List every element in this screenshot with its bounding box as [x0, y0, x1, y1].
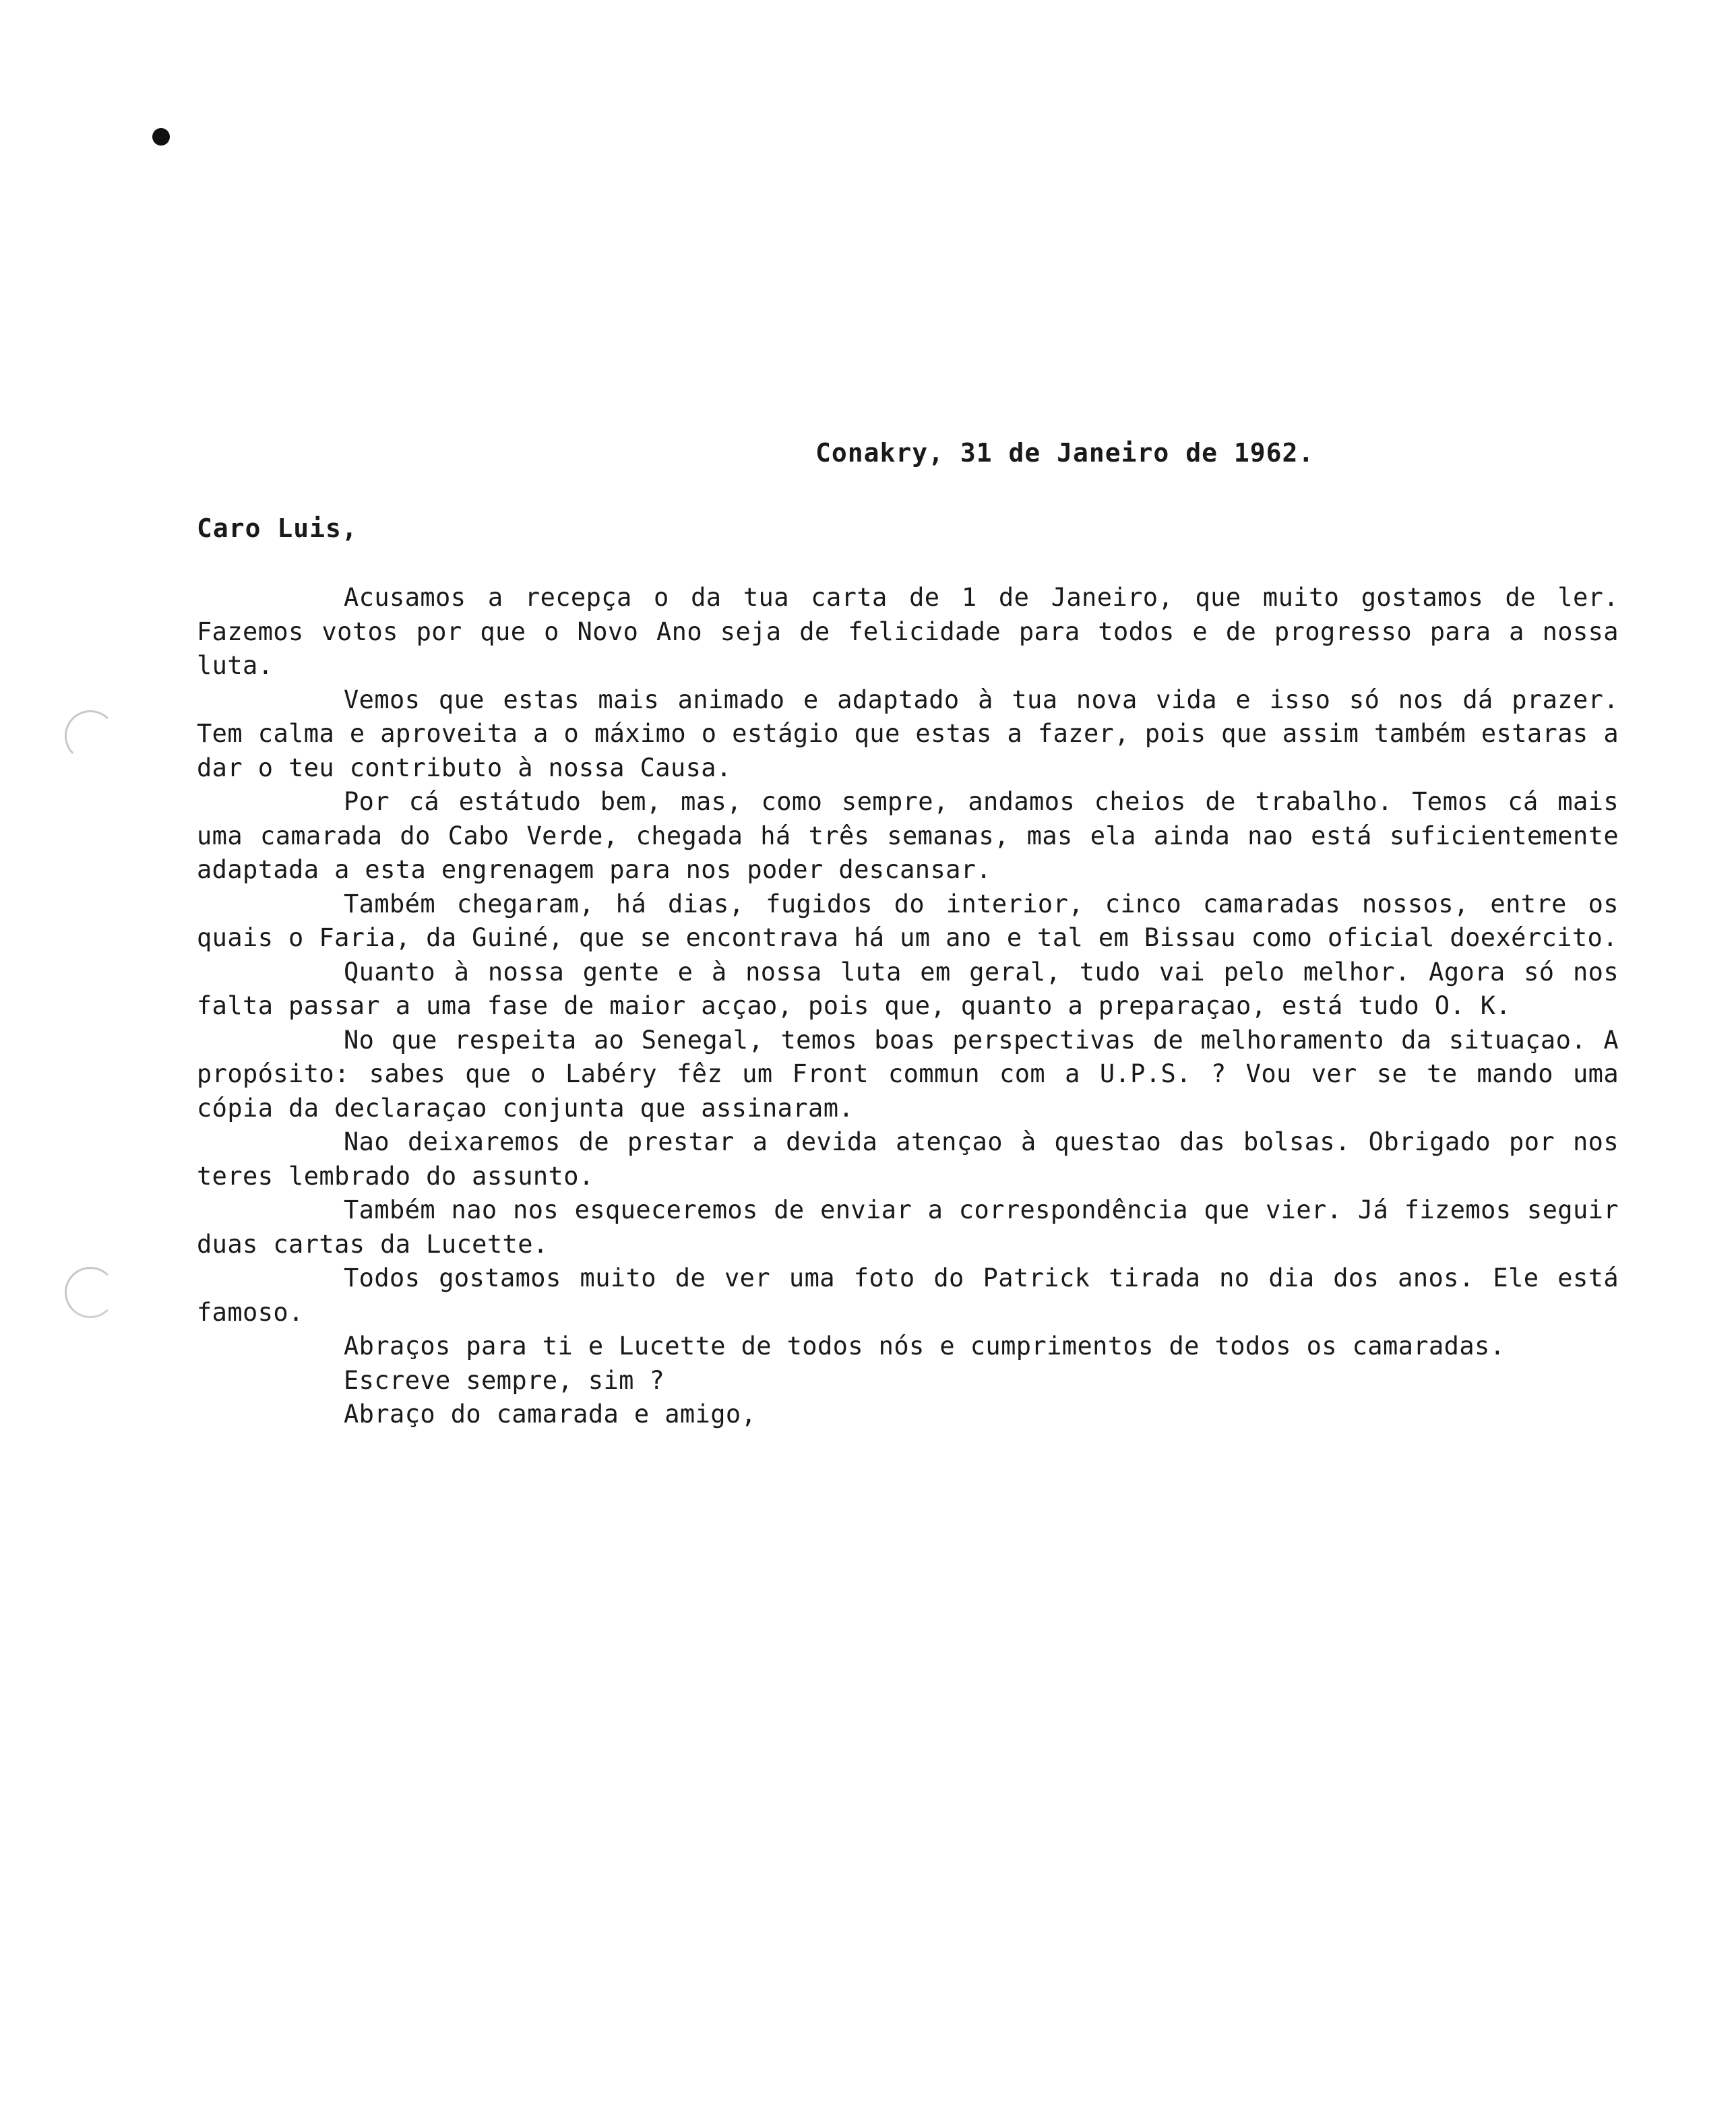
letter-closing-line: Escreve sempre, sim ?: [344, 1365, 665, 1395]
letter-paragraph: Também chegaram, há dias, fugidos do interior, cinco camaradas nossos, entre os quais o Faria, da Guiné, que se encontrava há um ano e tal em Bissau como oficial doexército.: [197, 889, 1619, 952]
letter-paragraph: Quanto à nossa gente e à nossa luta em geral, tudo vai pelo melhor. Agora só nos falta passar a uma fase de maior acçao, pois que, quanto a preparaçao, está tudo O. K.: [197, 957, 1619, 1020]
letter-paragraph: Por cá estátudo bem, mas, como sempre, andamos cheios de trabalho. Temos cá mais uma camarada do Cabo Verde, chegada há três semanas, mas ela ainda nao está suficientemente adaptada a esta engrenagem para nos poder descansar.: [197, 787, 1619, 884]
paper-edge-mark: [65, 710, 116, 761]
letter-paragraph: Vemos que estas mais animado e adaptado à tua nova vida e isso só nos dá prazer. Tem calma e aproveita a o máximo o estágio que estas a fazer, pois que assim também estaras a dar o teu contributo à nossa Causa.: [197, 685, 1619, 782]
letter-paragraph: Acusamos a recepça o da tua carta de 1 de Janeiro, que muito gostamos de ler. Fazemos votos por que o Novo Ano seja de felicidade para todos e de progresso para a nossa luta.: [197, 583, 1619, 680]
letter-paragraph: Também nao nos esqueceremos de enviar a correspondência que vier. Já fizemos seguir duas cartas da Lucette.: [197, 1195, 1619, 1259]
letter-dateline: Conakry, 31 de Janeiro de 1962.: [815, 438, 1315, 468]
paper-edge-mark: [65, 1267, 116, 1318]
letter-paragraph: No que respeita ao Senegal, temos boas perspectivas de melhoramento da situaçao. A propósito: sabes que o Labéry fêz um Front commun com a U.P.S. ? Vou ver se te mando uma cópia da declaraçao conjunta que assinaram.: [197, 1025, 1619, 1123]
letter-paragraph: Todos gostamos muito de ver uma foto do Patrick tirada no dia dos anos. Ele está famoso.: [197, 1263, 1619, 1327]
letter-paragraph: Nao deixaremos de prestar a devida atençao à questao das bolsas. Obrigado por nos teres lembrado do assunto.: [197, 1127, 1619, 1191]
letter-body: [197, 581, 1619, 1432]
letter-salutation: Caro Luis,: [197, 513, 358, 543]
letter-closing-line: Abraço do camarada e amigo,: [344, 1400, 757, 1429]
punch-hole-mark: [152, 128, 170, 146]
letter-closing-line: Abraços para ti e Lucette de todos nós e cumprimentos de todos os camaradas.: [344, 1332, 1506, 1361]
